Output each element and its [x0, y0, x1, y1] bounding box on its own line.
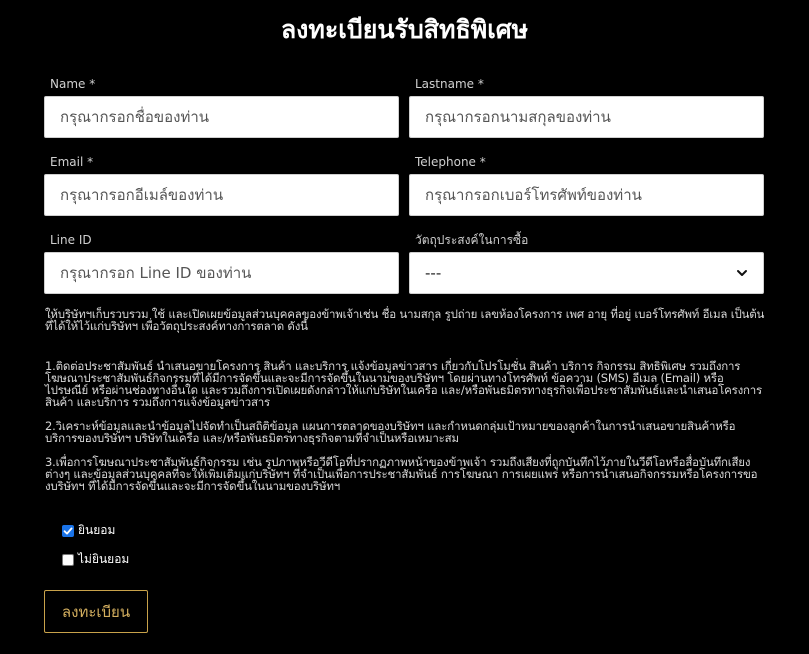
email-label: Email *	[50, 155, 94, 169]
telephone-label: Telephone *	[415, 155, 486, 169]
purpose-label: วัตถุประสงค์ในการซื้อ	[415, 233, 529, 247]
accept-label: ยินยอม	[78, 523, 116, 537]
line-id-label: Line ID	[50, 233, 92, 247]
name-input[interactable]	[44, 96, 399, 138]
telephone-input[interactable]	[409, 174, 764, 216]
check-icon	[63, 526, 73, 536]
consent-item-1: 1.ติดต่อประชาสัมพันธ์ นำเสนอขายโครงการ สินค้า และบริการ แจ้งข้อมูลข่าวสาร เกี่ยวกับโปรโมชั่น สินค้า บริการ กิจกรรม สิทธิพิเศษ รวมถึงการโฆษณาประชาสัมพันธ์กิจกรรมที่ได้มีการจัดขึ้นและจะมีการจัดขึ้นในนามของบริษัทฯ โดยผ่านทางโทรศัพท์ ข้อความ (SMS) อีเมล (Email) หรือไปรษณีย์ หรือผ่านช่องทางอื่นใด และรวมถึงการเปิดเผยดังกล่าวให้แก่บริษัทในเครือ และ/หรือพันธมิตรทางธุรกิจเพื่อประชาสัมพันธ์และนำเสนอโครงการ สินค้า และบริการ รวมถึงการแจ้งข้อมูลข่าวสาร	[45, 359, 763, 409]
purpose-select[interactable]	[409, 252, 764, 294]
register-button[interactable]: ลงทะเบียน	[44, 590, 148, 633]
chevron-down-icon	[736, 267, 748, 279]
consent-item-2: 2.วิเคราะห์ข้อมูลและนำข้อมูลไปจัดทำเป็นสถิติข้อมูล แผนการตลาดของบริษัทฯ และกำหนดกลุ่มเป้าหมายของลูกค้าในการนำเสนอขายสินค้าหรือบริการของบริษัทฯ บริษัทในเครือ และ/หรือพันธมิตรทางธุรกิจตามที่จำเป็นหรือเหมาะสม	[45, 419, 736, 445]
email-input[interactable]	[44, 174, 399, 216]
decline-checkbox[interactable]	[62, 554, 74, 566]
decline-consent-option[interactable]	[62, 550, 129, 569]
lastname-input[interactable]	[409, 96, 764, 138]
accept-consent-option[interactable]	[62, 521, 115, 540]
name-label: Name *	[50, 77, 96, 91]
lastname-label: Lastname *	[415, 77, 484, 91]
consent-item-3: 3.เพื่อการโฆษณาประชาสัมพันธ์กิจกรรม เช่น รูปภาพหรือวีดีโอที่ปรากฏภาพหน้าของข้าพเจ้า รวมถึงเสียงที่ถูกบันทึกไว้ภายในวีดีโอหรือสื่อบันทึกเสียงต่างๆ และข้อมูลส่วนบุคคลที่จะให้เพิ่มเติมแก่บริษัทฯ ที่จำเป็นเพื่อการประชาสัมพันธ์ การโฆษณา การเผยแพร่ หรือการนำเสนอกิจกรรมหรือโครงการของบริษัทฯ ที่ได้มีการจัดขึ้นและจะมีการจัดขึ้นในนามของบริษัทฯ	[45, 455, 758, 493]
page-title: ลงทะเบียนรับสิทธิพิเศษ	[280, 15, 529, 44]
accept-checkbox[interactable]	[62, 525, 74, 537]
purpose-selected-value: ---	[425, 264, 442, 282]
consent-intro-text: ให้บริษัทฯเก็บรวบรวม ใช้ และเปิดเผยข้อมูลส่วนบุคคลของข้าพเจ้าเช่น ชื่อ นามสกุล รูปถ่าย เลขห้องโครงการ เพศ อายุ ที่อยู่ เบอร์โทรศัพท์ อีเมล เป็นต้น ที่ได้ให้ไว้แก่บริษัทฯ เพื่อวัตถุประสงค์ทางการตลาด ดังนี้	[45, 307, 765, 333]
line-id-input[interactable]	[44, 252, 399, 294]
decline-label: ไม่ยินยอม	[78, 552, 130, 566]
